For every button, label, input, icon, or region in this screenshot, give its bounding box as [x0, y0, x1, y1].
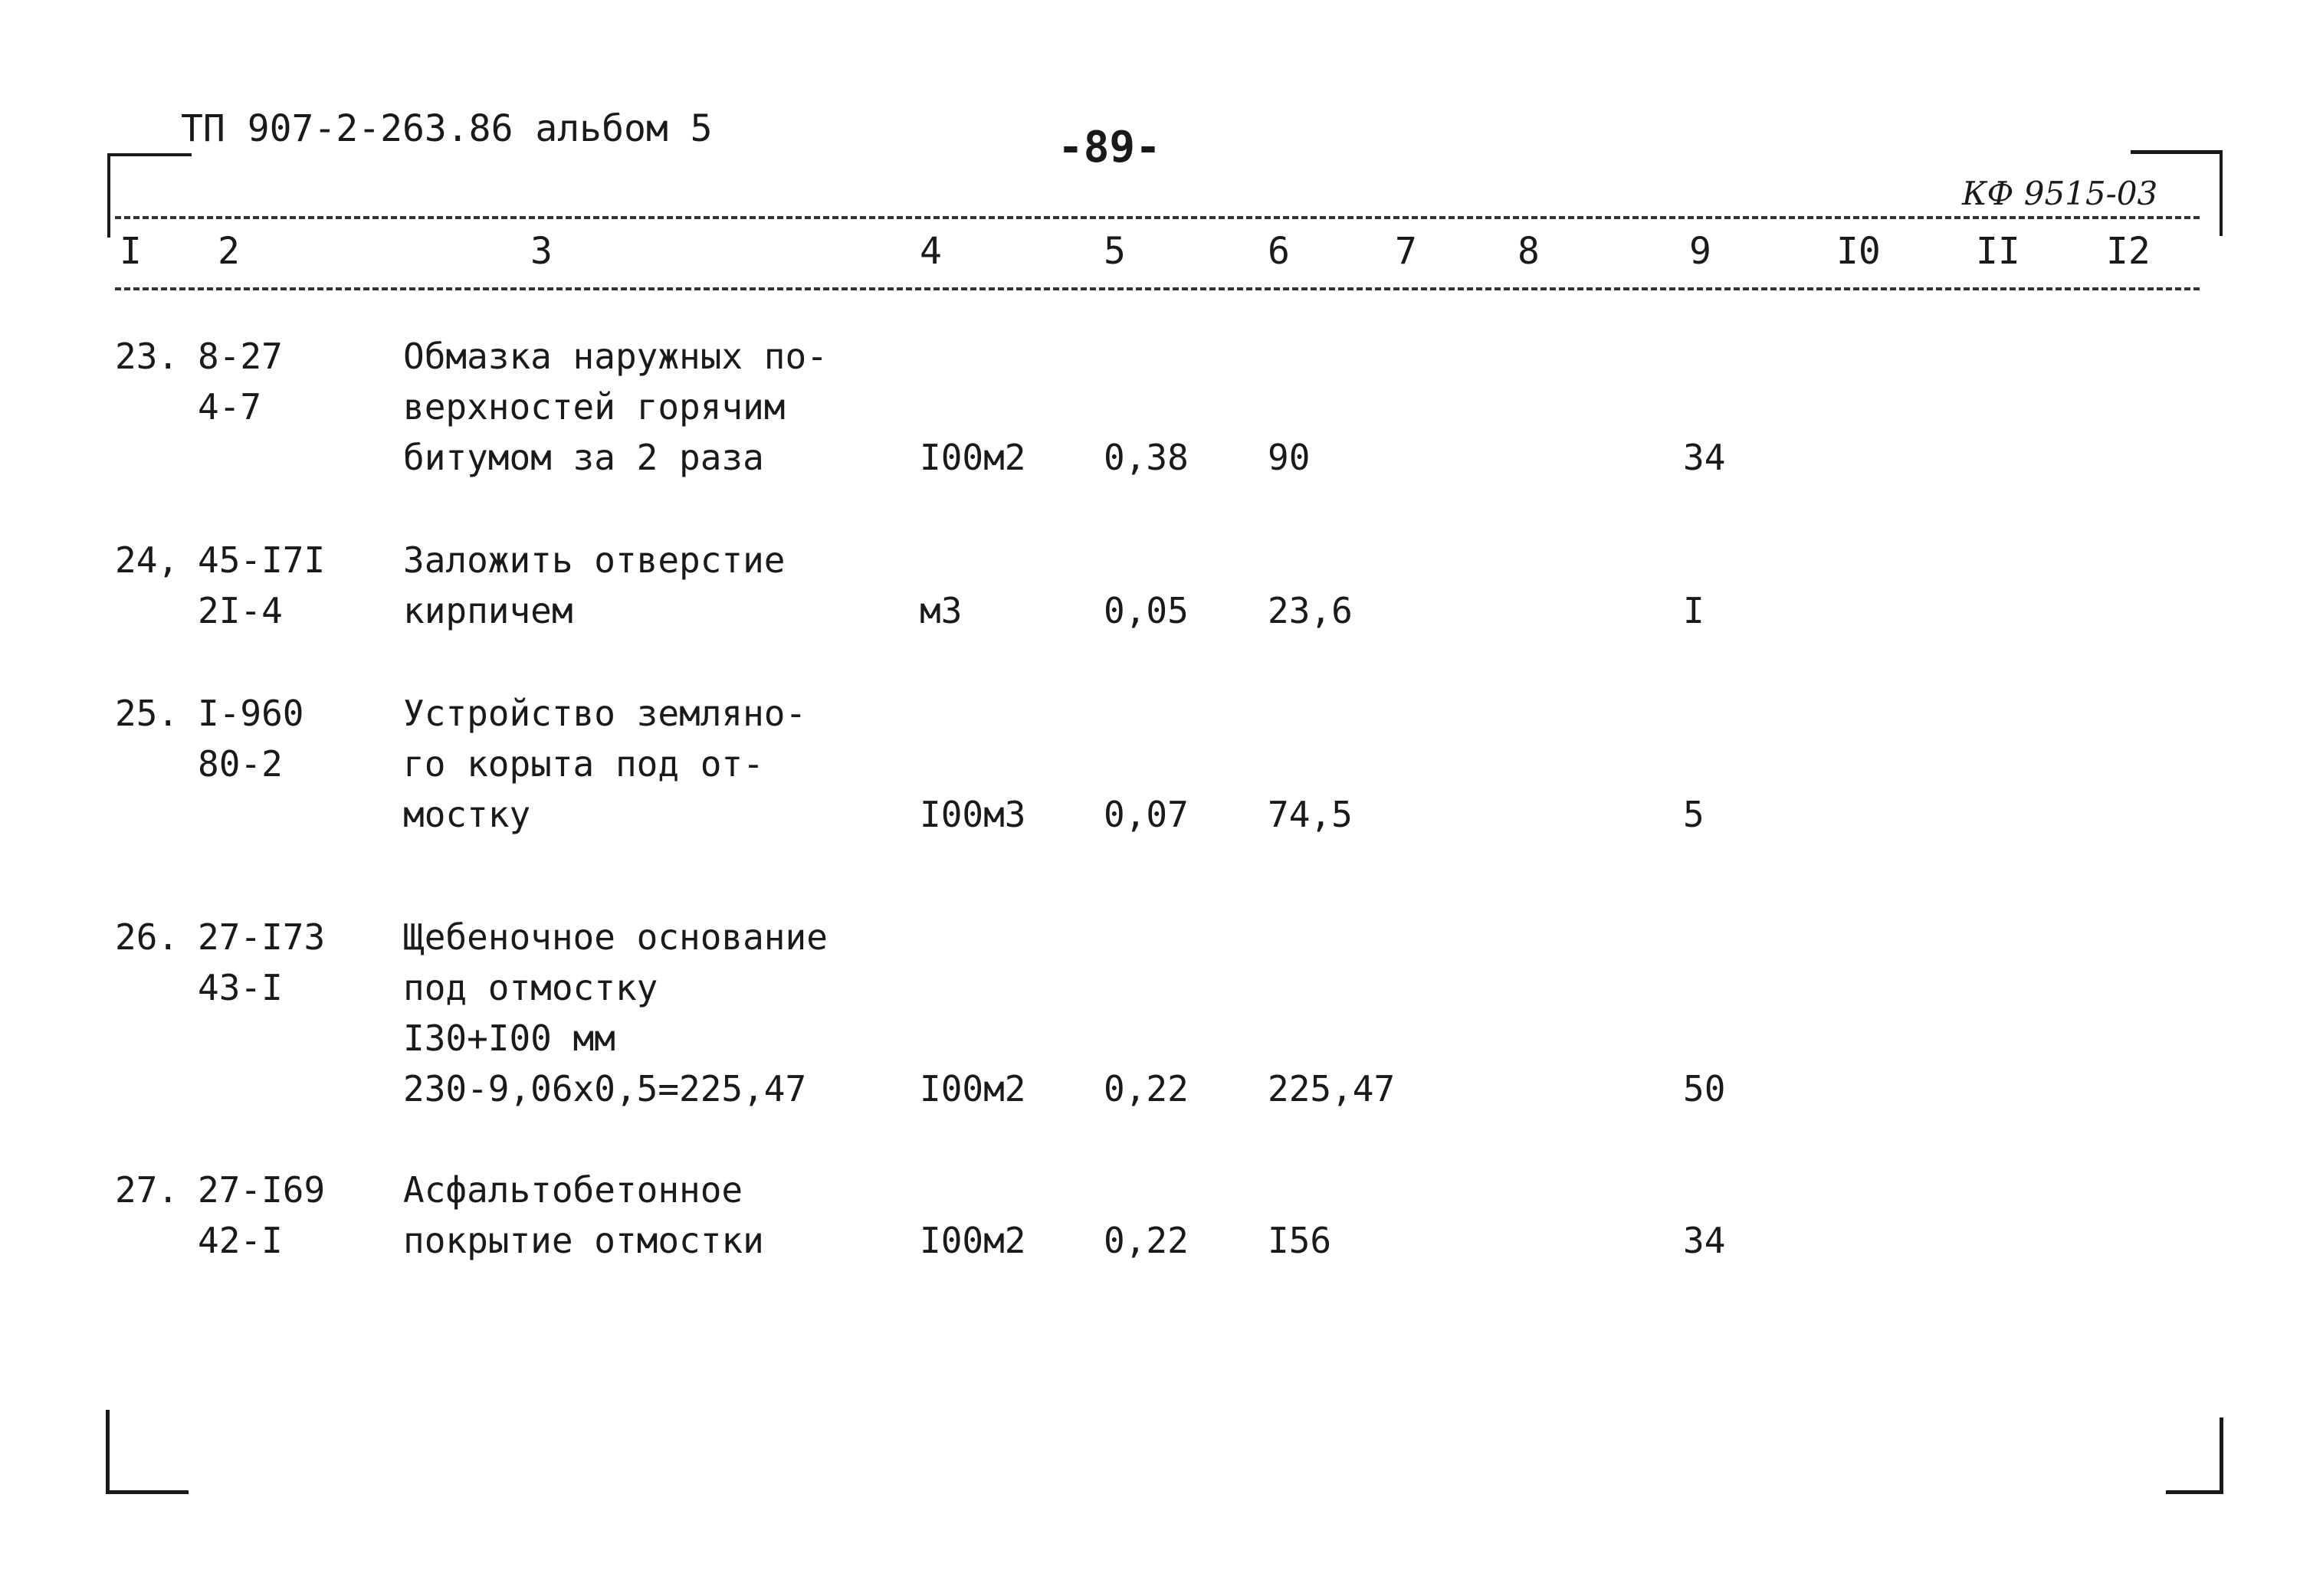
row-code: I-960 80-2 — [198, 693, 304, 785]
row-code: 27-I69 42-I — [198, 1169, 326, 1261]
row-col6: 90 — [1268, 437, 1311, 478]
row-quantity: 0,07 — [1104, 794, 1189, 835]
document-title: ТП 907-2-263.86 альбом 5 — [181, 107, 713, 150]
row-unit: I00м3 — [920, 794, 1026, 835]
frame-top-left-horizontal — [107, 153, 192, 156]
row-code: 45-I7I 2I-4 — [198, 539, 326, 631]
header-rule-top — [115, 216, 2200, 219]
row-unit: I00м2 — [920, 1068, 1026, 1109]
frame-top-right-vertical — [2220, 150, 2223, 236]
row-unit: I00м2 — [920, 1220, 1026, 1261]
row-description: Устройство земляно- го корыта под от- мостку — [403, 693, 807, 835]
document-code: КФ 9515-03 — [1962, 175, 2158, 212]
column-header-1: I — [120, 230, 142, 273]
row-number: 24, — [115, 539, 179, 581]
row-quantity: 0,05 — [1104, 590, 1189, 631]
row-number: 26. — [115, 916, 179, 958]
header-rule-bottom — [115, 287, 2200, 290]
row-unit: I00м2 — [920, 437, 1026, 478]
column-header-5: 5 — [1104, 230, 1126, 273]
row-number: 23. — [115, 336, 179, 377]
row-col9: I — [1683, 590, 1705, 631]
row-quantity: 0,22 — [1104, 1068, 1189, 1109]
column-header-9: 9 — [1689, 230, 1711, 273]
column-header-6: 6 — [1268, 230, 1290, 273]
row-col9: 34 — [1683, 437, 1726, 478]
frame-top-right-horizontal — [2131, 150, 2223, 154]
row-col9: 34 — [1683, 1220, 1726, 1261]
frame-bottom-right-horizontal — [2166, 1490, 2223, 1494]
row-number: 25. — [115, 693, 179, 734]
column-header-8: 8 — [1517, 230, 1540, 273]
row-col6: 225,47 — [1268, 1068, 1396, 1109]
row-col9: 50 — [1683, 1068, 1726, 1109]
row-col9: 5 — [1683, 794, 1705, 835]
page-number: -89- — [1058, 123, 1161, 172]
row-code: 8-27 4-7 — [198, 336, 283, 428]
row-number: 27. — [115, 1169, 179, 1211]
row-unit: м3 — [920, 590, 963, 631]
row-description: Обмазка наружных по- верхностей горячим битумом за 2 раза — [403, 336, 828, 478]
row-col6: 74,5 — [1268, 794, 1353, 835]
row-description: Асфальтобетонное покрытие отмостки — [403, 1169, 764, 1261]
row-description: Заложить отверстие кирпичем — [403, 539, 786, 631]
column-header-7: 7 — [1395, 230, 1417, 273]
row-col6: 23,6 — [1268, 590, 1353, 631]
column-header-10: I0 — [1836, 230, 1881, 273]
column-header-3: 3 — [530, 230, 553, 273]
frame-top-left-vertical — [107, 153, 110, 238]
column-header-4: 4 — [920, 230, 942, 273]
column-header-11: II — [1976, 230, 2020, 273]
row-quantity: 0,38 — [1104, 437, 1189, 478]
column-header-2: 2 — [218, 230, 240, 273]
row-col6: I56 — [1268, 1220, 1332, 1261]
row-code: 27-I73 43-I — [198, 916, 326, 1008]
frame-bottom-left-vertical — [106, 1410, 110, 1494]
row-description: Щебеночное основание под отмостку I30+I00 мм 230-9,06x0,5=225,47 — [403, 916, 828, 1109]
frame-bottom-left-horizontal — [106, 1490, 189, 1494]
row-quantity: 0,22 — [1104, 1220, 1189, 1261]
column-header-12: I2 — [2106, 230, 2151, 273]
frame-bottom-right-vertical — [2220, 1417, 2223, 1494]
